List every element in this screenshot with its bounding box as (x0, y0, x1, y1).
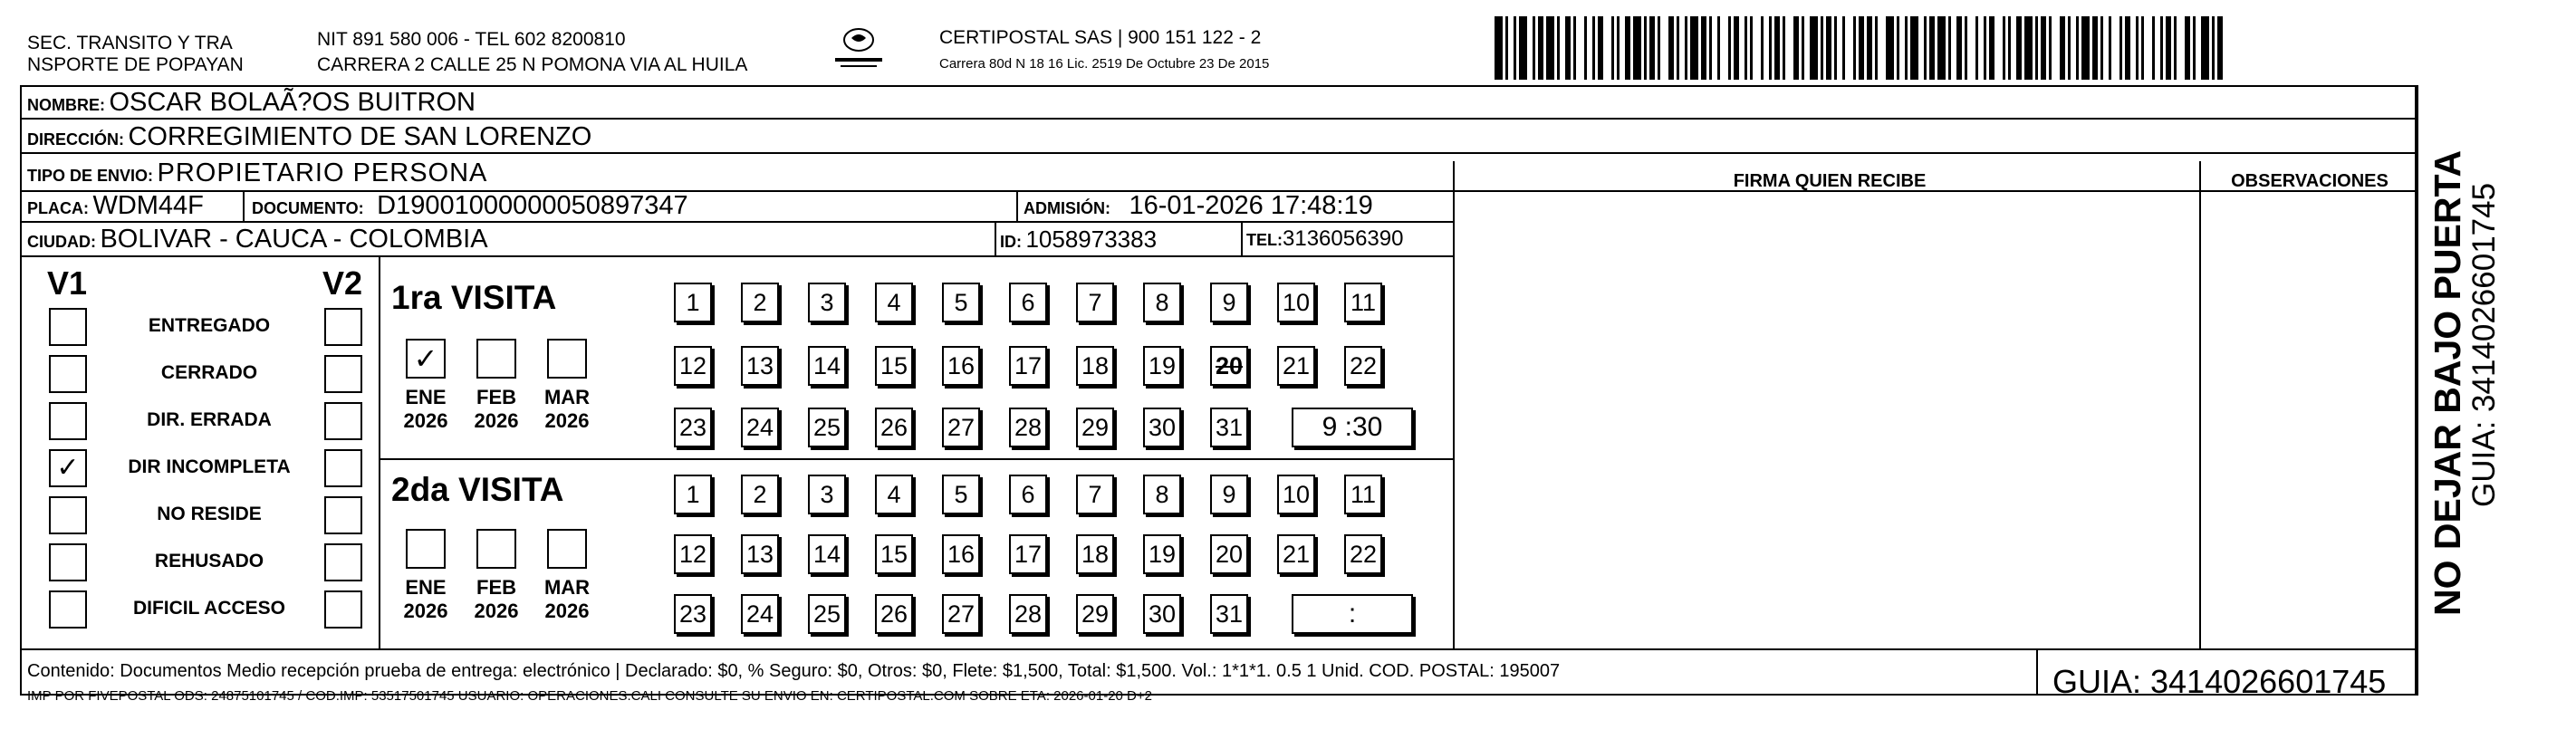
barcode-bar (1598, 16, 1603, 80)
month-checkbox[interactable] (406, 529, 446, 569)
day-box[interactable]: 18 (1076, 534, 1114, 574)
day-box[interactable]: 8 (1143, 475, 1181, 514)
v1-checkbox[interactable] (49, 496, 87, 534)
courier-logo (831, 27, 886, 72)
barcode-bar (2041, 16, 2046, 80)
day-box[interactable]: 31 (1210, 408, 1248, 447)
direccion-value: CORREGIMIENTO DE SAN LORENZO (128, 122, 592, 151)
day-box[interactable]: 12 (674, 534, 712, 574)
nombre-label: NOMBRE: (27, 96, 105, 114)
contenido-line: Contenido: Documentos Medio recepción prueba de entrega: electrónico | Declarado: $0, % Seguro: $0, Otros: $0, Flete: $1,500, Total: $1,500. Vol.: 1*1*1. 0.5 1 Unid. COD. POSTAL: 195007 (27, 661, 1561, 681)
month-checkbox[interactable] (476, 529, 516, 569)
barcode-bar (2109, 16, 2111, 80)
day-box[interactable]: 11 (1344, 475, 1382, 514)
visit2-title: 2da VISITA (391, 471, 564, 508)
v2-checkbox[interactable] (324, 496, 362, 534)
barcode-bar (1668, 16, 1674, 80)
day-box[interactable]: 17 (1009, 534, 1047, 574)
v2-checkbox[interactable] (324, 402, 362, 440)
barcode-bar (1701, 16, 1706, 80)
month-checkbox[interactable]: ✓ (406, 339, 446, 379)
tipo-envio-label: TIPO DE ENVIO: (27, 167, 154, 185)
barcode-bar (1810, 16, 1818, 80)
barcode-bar (2166, 16, 2171, 80)
barcode-bar (2003, 16, 2005, 80)
barcode-bar (2201, 16, 2209, 80)
day-box[interactable]: 29 (1076, 408, 1114, 447)
visit1-title: 1ra VISITA (391, 279, 557, 316)
status-label: DIR. ERRADA (147, 409, 272, 430)
day-box[interactable]: 4 (875, 283, 913, 322)
day-box[interactable]: 25 (808, 594, 846, 634)
barcode-bar (1867, 16, 1872, 80)
barcode-bar (1546, 16, 1554, 80)
v1-checkbox[interactable]: ✓ (49, 449, 87, 487)
day-box[interactable]: 1 (674, 283, 712, 322)
v1-checkbox[interactable] (49, 355, 87, 393)
documento-row (252, 192, 688, 224)
barcode-bar (2193, 16, 2196, 80)
tel-row (1246, 226, 1403, 255)
barcode-bar (1734, 16, 1739, 80)
month-label: ENE (405, 386, 447, 408)
barcode-bar (1774, 16, 1780, 80)
day-box[interactable]: 7 (1076, 475, 1114, 514)
barcode-bar (2185, 16, 2190, 80)
documento-label: DOCUMENTO: (252, 199, 364, 217)
nombre-row (27, 89, 476, 120)
day-box[interactable]: 31 (1210, 594, 1248, 634)
side-guia: GUIA: 3414026601745 (2466, 182, 2502, 507)
day-box[interactable]: 1 (674, 475, 712, 514)
barcode-bar (1633, 16, 1641, 80)
barcode-bar (1584, 16, 1587, 80)
day-box[interactable]: 16 (942, 534, 980, 574)
barcode-bar (1533, 16, 1535, 80)
barcode-bar (1690, 16, 1698, 80)
imp-line: IMP POR FIVEPOSTAL ODS: 24875101745 / COD.IMP: 53517501745 USUARIO: OPERACIONES.CALI CONSULTE SU ENVIO EN: CERTIPOSTAL.COM SOBRE ETA: 2026-01-20 D+2 (27, 688, 1152, 704)
barcode-bar (2160, 16, 2163, 80)
day-box[interactable]: 17 (1009, 346, 1047, 386)
barcode-bar (1924, 16, 1927, 80)
barcode-bar (1505, 16, 1508, 80)
day-box[interactable]: 27 (942, 594, 980, 634)
barcode (1495, 16, 2228, 80)
status-label: REHUSADO (154, 551, 264, 571)
day-box[interactable]: 9 (1210, 475, 1248, 514)
barcode-bar (2119, 16, 2122, 80)
barcode-bar (1769, 16, 1772, 80)
day-box[interactable]: 28 (1009, 594, 1047, 634)
id-label: ID: (1000, 233, 1022, 251)
tel-label: TEL: (1246, 231, 1283, 249)
barcode-bar (1875, 16, 1878, 80)
barcode-bar (1859, 16, 1864, 80)
admision-value: 16-01-2026 17:48:19 (1129, 191, 1373, 220)
day-box[interactable]: 20 (1210, 534, 1248, 574)
barcode-bar (2100, 16, 2103, 80)
documento-value: D19001000000050897347 (377, 191, 688, 220)
month-year-label: 2026 (403, 600, 448, 622)
ciudad-value: BOLIVAR - CAUCA - COLOMBIA (100, 225, 488, 254)
side-warning: NO DEJAR BAJO PUERTA (2427, 149, 2468, 616)
barcode-bar (1644, 16, 1647, 80)
org-address-line: CARRERA 2 CALLE 25 N POMONA VIA AL HUILA (317, 54, 748, 75)
placa-value: WDM44F (92, 191, 204, 220)
barcode-bar (2174, 16, 2177, 80)
barcode-bar (2141, 16, 2144, 80)
day-box[interactable]: 23 (674, 594, 712, 634)
v2-checkbox[interactable] (324, 355, 362, 393)
barcode-bar (1910, 16, 1918, 80)
org-name-line2: NSPORTE DE POPAYAN (27, 54, 244, 75)
visit2-time-box[interactable]: : (1292, 594, 1413, 634)
placa-row (27, 192, 204, 224)
day-box[interactable]: 13 (741, 346, 779, 386)
barcode-bar (2212, 16, 2215, 80)
barcode-bar (2092, 16, 2098, 80)
barcode-bar (1728, 16, 1731, 80)
day-box[interactable]: 23 (674, 408, 712, 447)
barcode-bar (1956, 16, 1962, 80)
firma-label: FIRMA QUIEN RECIBE (1733, 171, 1927, 191)
month-year-label: 2026 (403, 409, 448, 432)
nombre-value: OSCAR BOLAÃ?OS BUITRON (109, 88, 476, 117)
barcode-bar (2049, 16, 2052, 80)
barcode-bar (2016, 16, 2022, 80)
day-box[interactable]: 18 (1076, 346, 1114, 386)
direccion-row (27, 123, 591, 155)
footer-guia: GUIA: 3414026601745 (2052, 663, 2387, 700)
barcode-bar (1989, 16, 1994, 80)
admision-row (1024, 192, 1373, 224)
month-label: MAR (543, 386, 591, 408)
day-box[interactable]: 19 (1143, 534, 1181, 574)
placa-label: PLACA: (27, 199, 89, 217)
barcode-bar (2060, 16, 2065, 80)
barcode-bar (1565, 16, 1571, 80)
admision-label: ADMISIÓN: (1024, 199, 1110, 217)
day-box[interactable]: 8 (1143, 283, 1181, 322)
barcode-bar (1685, 16, 1687, 80)
day-box[interactable]: 7 (1076, 283, 1114, 322)
day-box[interactable]: 3 (808, 283, 846, 322)
day-box[interactable]: 11 (1344, 283, 1382, 322)
barcode-bar (2008, 16, 2011, 80)
barcode-bar (2081, 16, 2090, 80)
barcode-bar (1625, 16, 1630, 80)
v1-label: V1 (47, 264, 88, 302)
barcode-bar (1905, 16, 1908, 80)
org-nit-line: NIT 891 580 006 - TEL 602 8200810 (317, 29, 626, 50)
barcode-bar (2152, 16, 2155, 80)
barcode-bar (1649, 16, 1655, 80)
v2-checkbox[interactable] (324, 543, 362, 581)
day-box[interactable]: 24 (741, 408, 779, 447)
barcode-bar (1821, 16, 1823, 80)
barcode-bar (1975, 16, 1978, 80)
month-label: ENE (405, 576, 447, 599)
day-box[interactable]: 6 (1009, 475, 1047, 514)
barcode-bar (1611, 16, 1614, 80)
barcode-bar (1745, 16, 1747, 80)
status-label: CERRADO (160, 362, 258, 383)
barcode-bar (2076, 16, 2079, 80)
day-box[interactable]: 24 (741, 594, 779, 634)
v1-checkbox[interactable] (49, 308, 87, 346)
day-box[interactable]: 22 (1344, 534, 1382, 574)
day-box[interactable]: 3 (808, 475, 846, 514)
id-row (1000, 226, 1157, 257)
month-year-label: 2026 (474, 600, 519, 622)
barcode-bar (1592, 16, 1595, 80)
barcode-bar (1617, 16, 1620, 80)
day-box[interactable]: 6 (1009, 283, 1047, 322)
day-box[interactable]: 26 (875, 594, 913, 634)
visit1-time-box[interactable]: 9 :30 (1292, 408, 1413, 447)
day-box[interactable]: 5 (942, 475, 980, 514)
day-box[interactable]: 4 (875, 475, 913, 514)
barcode-bar (1793, 16, 1799, 80)
month-checkbox[interactable] (547, 339, 587, 379)
day-box[interactable]: 15 (875, 346, 913, 386)
day-box[interactable]: 20 (1210, 346, 1248, 386)
barcode-bar (1519, 16, 1527, 80)
month-checkbox[interactable] (476, 339, 516, 379)
day-box[interactable]: 14 (808, 346, 846, 386)
day-box[interactable]: 19 (1143, 346, 1181, 386)
month-year-label: 2026 (474, 409, 519, 432)
barcode-bar (1783, 16, 1785, 80)
v2-checkbox[interactable] (324, 308, 362, 346)
barcode-bar (1761, 16, 1764, 80)
barcode-bar (1965, 16, 1967, 80)
v2-checkbox[interactable] (324, 449, 362, 487)
day-box[interactable]: 16 (942, 346, 980, 386)
v2-label: V2 (322, 264, 363, 302)
barcode-bar (1937, 16, 1946, 80)
month-year-label: 2026 (544, 600, 590, 622)
day-box[interactable]: 5 (942, 283, 980, 322)
ciudad-label: CIUDAD: (27, 233, 96, 251)
day-box[interactable]: 27 (942, 408, 980, 447)
month-label: FEB (476, 576, 516, 599)
day-box[interactable]: 28 (1009, 408, 1047, 447)
barcode-bar (1929, 16, 1935, 80)
v1-checkbox[interactable] (49, 590, 87, 629)
day-box[interactable]: 30 (1143, 408, 1181, 447)
barcode-bar (1750, 16, 1753, 80)
day-box[interactable]: 30 (1143, 594, 1181, 634)
barcode-bar (1573, 16, 1576, 80)
barcode-bar (1717, 16, 1720, 80)
barcode-bar (1826, 16, 1831, 80)
barcode-bar (1842, 16, 1845, 80)
barcode-bar (1802, 16, 1804, 80)
day-box[interactable]: 21 (1277, 346, 1315, 386)
barcode-bar (1658, 16, 1660, 80)
org-name-line1: SEC. TRANSITO Y TRA (27, 33, 233, 53)
tipo-envio-value: PROPIETARIO PERSONA (157, 158, 488, 187)
day-box[interactable]: 10 (1277, 475, 1315, 514)
barcode-bar (2035, 16, 2038, 80)
courier-name-line: CERTIPOSTAL SAS | 900 151 122 - 2 (939, 27, 1262, 48)
status-label: DIR INCOMPLETA (128, 456, 291, 477)
month-label: FEB (476, 386, 516, 408)
barcode-bar (2125, 16, 2130, 80)
side-text (2427, 150, 2502, 616)
day-box[interactable]: 9 (1210, 283, 1248, 322)
barcode-bar (1886, 16, 1894, 80)
day-box[interactable]: 21 (1277, 534, 1315, 574)
courier-license-line: Carrera 80d N 18 16 Lic. 2519 De Octubre 23 De 2015 (939, 56, 1270, 72)
ciudad-row (27, 226, 488, 257)
day-box[interactable]: 26 (875, 408, 913, 447)
tel-value: 3136056390 (1283, 226, 1404, 251)
day-box[interactable]: 13 (741, 534, 779, 574)
status-label: ENTREGADO (148, 315, 271, 336)
day-box[interactable]: 22 (1344, 346, 1382, 386)
v2-checkbox[interactable] (324, 590, 362, 629)
barcode-bar (1514, 16, 1516, 80)
barcode-bar (1897, 16, 1899, 80)
status-label: NO RESIDE (157, 504, 262, 524)
barcode-bar (1557, 16, 1560, 80)
day-box[interactable]: 2 (741, 283, 779, 322)
barcode-bar (2068, 16, 2071, 80)
barcode-bar (2136, 16, 2139, 80)
barcode-bar (1984, 16, 1986, 80)
status-label: DIFICIL ACCESO (132, 598, 285, 619)
observaciones-label: OBSERVACIONES (2231, 171, 2389, 191)
month-checkbox[interactable] (547, 529, 587, 569)
v1-checkbox[interactable] (49, 402, 87, 440)
month-label: MAR (543, 576, 591, 599)
barcode-bar (2217, 16, 2223, 80)
barcode-bar (2024, 16, 2033, 80)
barcode-bar (1538, 16, 1543, 80)
day-box[interactable]: 25 (808, 408, 846, 447)
barcode-bar (1495, 16, 1503, 80)
barcode-bar (1677, 16, 1679, 80)
id-value: 1058973383 (1025, 226, 1158, 253)
day-box[interactable]: 14 (808, 534, 846, 574)
day-box[interactable]: 2 (741, 475, 779, 514)
barcode-bar (1853, 16, 1856, 80)
barcode-bar (1709, 16, 1712, 80)
day-box[interactable]: 29 (1076, 594, 1114, 634)
barcode-bar (1948, 16, 1951, 80)
month-year-label: 2026 (544, 409, 590, 432)
day-box[interactable]: 15 (875, 534, 913, 574)
tipo-envio-row (27, 159, 487, 191)
v1-checkbox[interactable] (49, 543, 87, 581)
direccion-label: DIRECCIÓN: (27, 130, 124, 149)
day-box[interactable]: 12 (674, 346, 712, 386)
day-box[interactable]: 10 (1277, 283, 1315, 322)
barcode-bar (1834, 16, 1837, 80)
